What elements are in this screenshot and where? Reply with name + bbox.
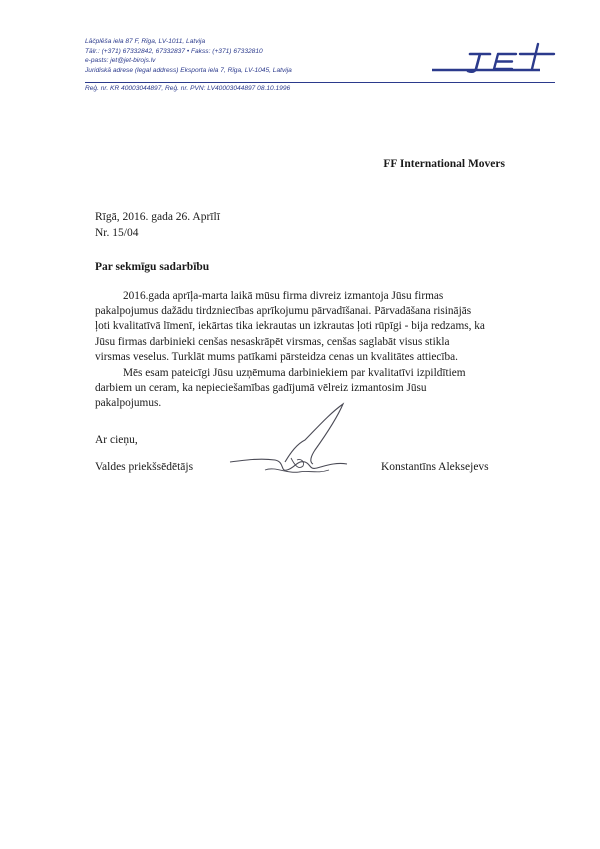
handwritten-signature xyxy=(225,400,365,482)
recipient-name: FF International Movers xyxy=(383,158,505,170)
place-date: Rīgā, 2016. gada 26. Aprīlī xyxy=(95,211,220,223)
closing-salutation: Ar cieņu, xyxy=(95,434,138,446)
letterhead-legal-address: Juridiskā adrese (legal address) Eksporta iela 7, Rīga, LV-1045, Latvija xyxy=(85,66,292,74)
jet-logo xyxy=(432,40,557,76)
paragraph-line: Mēs esam pateicīgi Jūsu uzņēmuma darbiniekiem par kvalitatīvi izpildītiem xyxy=(123,367,466,379)
body-paragraph-1 xyxy=(95,289,513,365)
letterhead-divider xyxy=(85,82,555,83)
letterhead-contact xyxy=(85,37,292,75)
signer-name: Konstantīns Aleksejevs xyxy=(381,461,489,473)
document-number: Nr. 15/04 xyxy=(95,227,139,239)
letterhead-address: Lāčplēša iela 87 F, Rīga, LV-1011, Latvija xyxy=(85,38,206,45)
paragraph-line: pakalpojumus. xyxy=(95,397,162,410)
letterhead-email: e-pasts: jet@jet-birojs.lv xyxy=(85,57,156,64)
paragraph-line: Jūsu firmas darbinieki cenšas nesaskrāpēt virsmas, cenšas saglabāt visus stikla xyxy=(95,335,450,348)
paragraph-line: virsmas veselus. Turklāt mums patīkami pārsteidza cenas un kvalitātes attiecība. xyxy=(95,350,458,363)
letterhead-registration: Reģ. nr. KR 40003044897, Reģ. nr. PVN: LV40003044897 08.10.1996 xyxy=(85,85,291,92)
paragraph-line: 2016.gada aprīļa-marta laikā mūsu firma divreiz izmantoja Jūsu firmas xyxy=(123,290,444,302)
letterhead-phones: Tālr.: (+371) 67332842, 67332837 • Fakss: (+371) 67332810 xyxy=(85,47,263,55)
letter-subject: Par sekmīgu sadarbību xyxy=(95,261,210,273)
signer-position: Valdes priekšsēdētājs xyxy=(95,461,194,473)
paragraph-line: pakalpojumus dažādu tirdzniecības aprīkojumu pārvadīšanai. Pārvadāšana risinājās xyxy=(95,305,472,318)
paragraph-line: darbiem un ceram, ka nepieciešamības gadījumā vēlreiz izmantosim Jūsu xyxy=(95,382,427,395)
paragraph-line: ļoti kvalitatīvā līmenī, iekārtas tika iekrautas un izkrautas ļoti rūpīgi - bija redzams, ka xyxy=(95,320,485,333)
